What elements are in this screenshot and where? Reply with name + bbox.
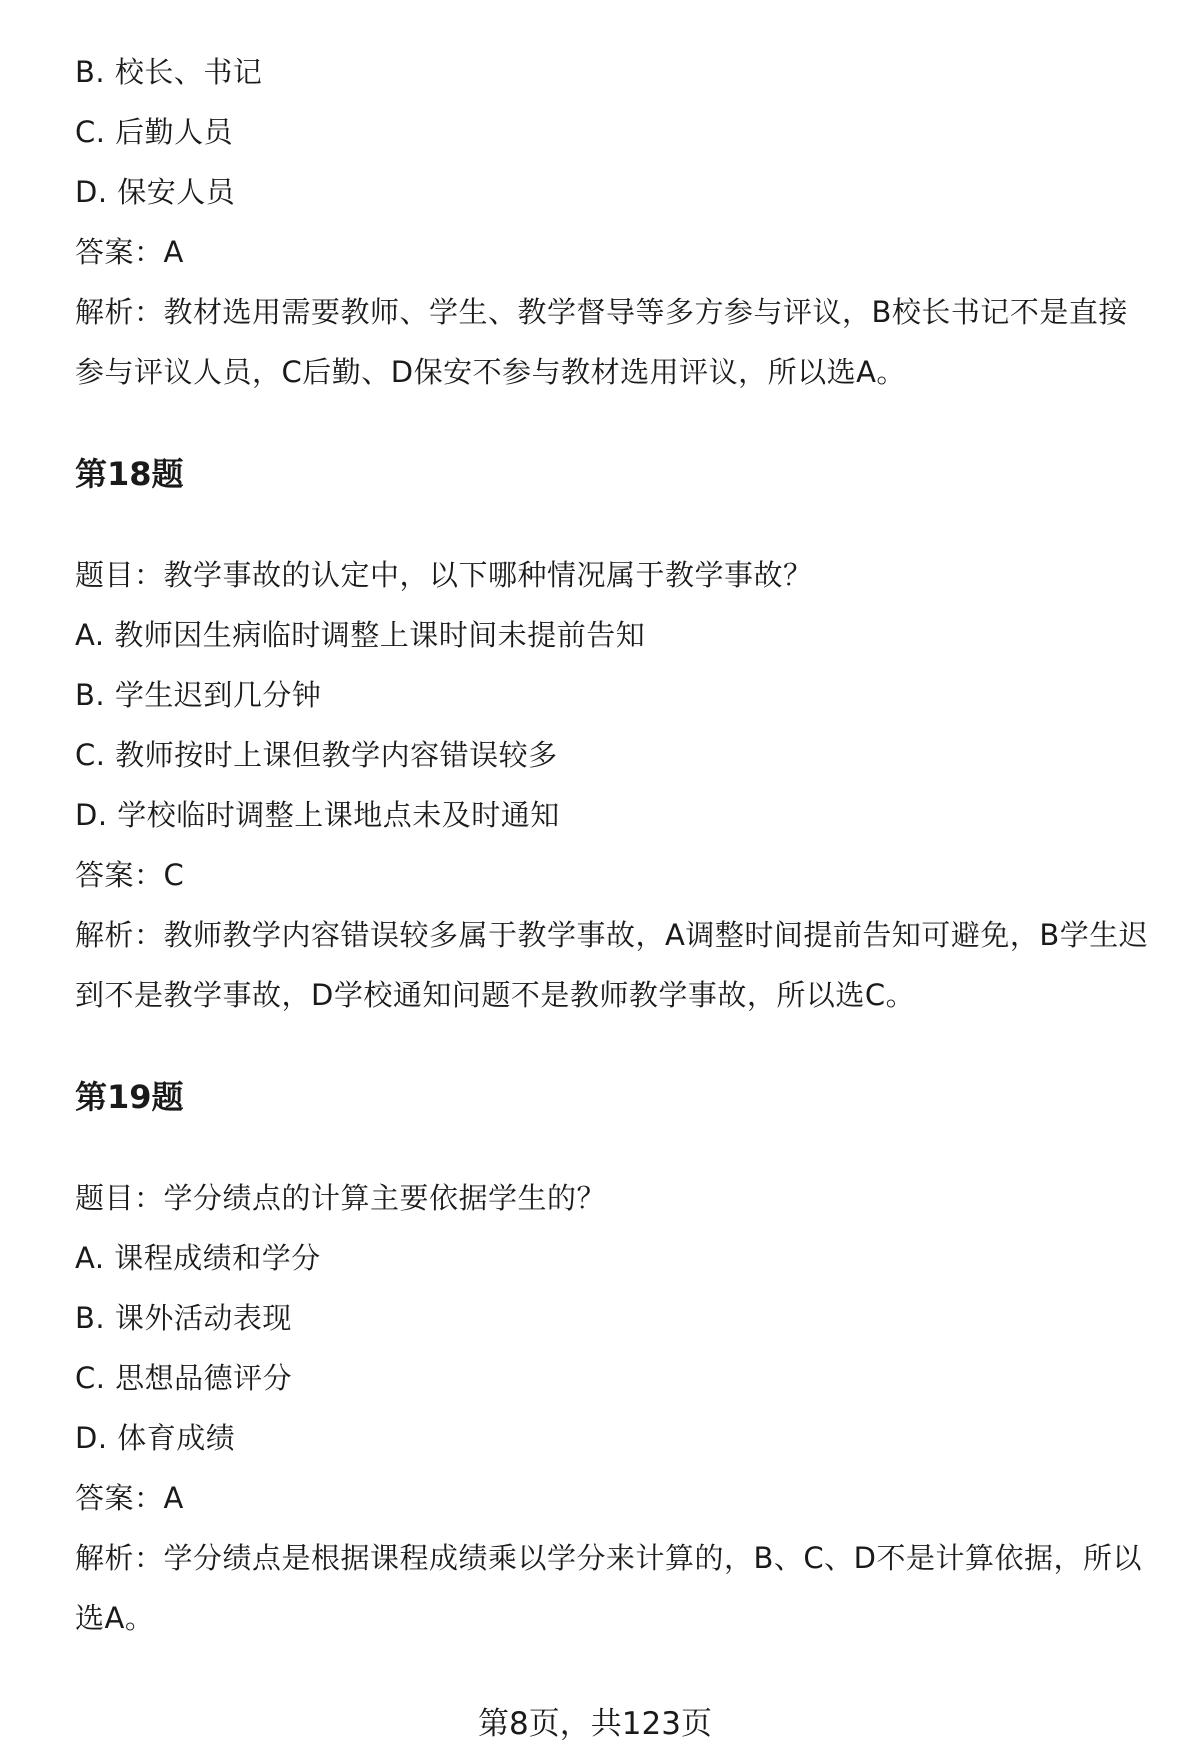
q19-analysis-line-1: 解析：学分绩点是根据课程成绩乘以学分来计算的，B、C、D不是计算依据，所以 [75, 1541, 1142, 1575]
q18-option-d: D. 学校临时调整上课地点未及时通知 [75, 798, 560, 832]
q19-option-b: B. 课外活动表现 [75, 1301, 292, 1335]
q19-answer: 答案：A [75, 1481, 184, 1515]
q17-option-d: D. 保安人员 [75, 175, 236, 209]
q19-option-c: C. 思想品德评分 [75, 1361, 293, 1395]
q18-analysis-line-1: 解析：教师教学内容错误较多属于教学事故，A调整时间提前告知可避免，B学生迟 [75, 918, 1149, 952]
page-number: 第8页，共123页 [478, 1706, 712, 1742]
q17-option-b: B. 校长、书记 [75, 55, 263, 89]
q17-answer: 答案：A [75, 235, 184, 269]
q19-option-a: A. 课程成绩和学分 [75, 1241, 321, 1275]
q18-option-c: C. 教师按时上课但教学内容错误较多 [75, 738, 558, 772]
q18-option-a: A. 教师因生病临时调整上课时间未提前告知 [75, 618, 646, 652]
q17-option-c: C. 后勤人员 [75, 115, 234, 149]
q18-option-b: B. 学生迟到几分钟 [75, 678, 322, 712]
q17-analysis-line-1: 解析：教材选用需要教师、学生、教学督导等多方参与评议，B校长书记不是直接 [75, 295, 1128, 329]
q19-heading: 第19题 [75, 1078, 184, 1116]
q18-answer: 答案：C [75, 858, 185, 892]
q18-analysis-line-2: 到不是教学事故，D学校通知问题不是教师教学事故，所以选C。 [75, 978, 916, 1012]
q18-question: 题目：教学事故的认定中，以下哪种情况属于教学事故？ [75, 558, 813, 592]
q17-analysis-line-2: 参与评议人员，C后勤、D保安不参与教材选用评议，所以选A。 [75, 355, 906, 389]
q19-analysis-line-2: 选A。 [75, 1601, 155, 1635]
q19-question: 题目：学分绩点的计算主要依据学生的？ [75, 1181, 607, 1215]
q18-heading: 第18题 [75, 455, 184, 493]
q19-option-d: D. 体育成绩 [75, 1421, 236, 1455]
